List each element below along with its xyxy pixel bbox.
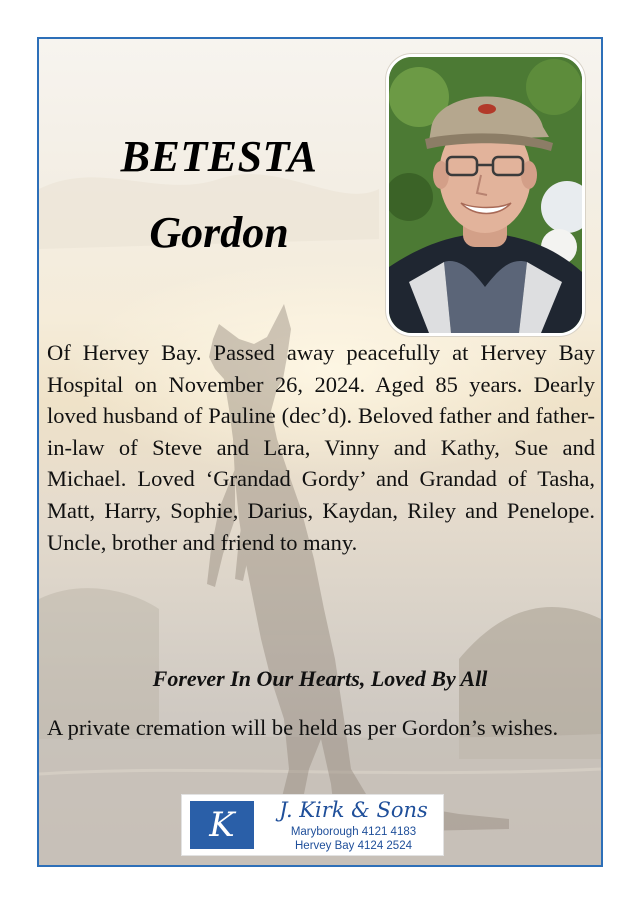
surname-heading: BETESTA — [120, 132, 318, 181]
funeral-director-logo — [181, 794, 444, 856]
hervey-bay-phone: Hervey Bay 4124 2524 — [295, 840, 412, 852]
tribute-tagline: Forever In Our Hearts, Loved By All — [152, 666, 488, 691]
death-notice — [37, 37, 603, 867]
maryborough-phone: Maryborough 4121 4183 — [290, 826, 417, 838]
kirk-monogram-icon — [190, 801, 254, 849]
portrait-illustration — [389, 57, 582, 333]
funeral-director-name: J. Kirk & Sons — [279, 798, 428, 822]
notice-body-text: Of Hervey Bay. Passed away peacefully at Hervey Bay Hospital on November 26, 2024. Aged 85 years. Dearly loved husband of Pauline (dec’d). Beloved father and father-in-law of Steve and Lara, Vinny and Kathy, Sue and Michael. Loved ‘Grandad Gordy’ and Grandad of Tasha, Matt, Harry, Sophie, Darius, Kaydan, Riley and Penelope. Uncle, brother and friend to many. — [47, 340, 595, 555]
portrait-photo — [386, 54, 585, 336]
service-details-text: A private cremation will be held as per Gordon’s wishes. — [47, 715, 559, 740]
first-name-heading: Gordon — [149, 208, 289, 257]
monogram-letter: K — [209, 805, 235, 845]
